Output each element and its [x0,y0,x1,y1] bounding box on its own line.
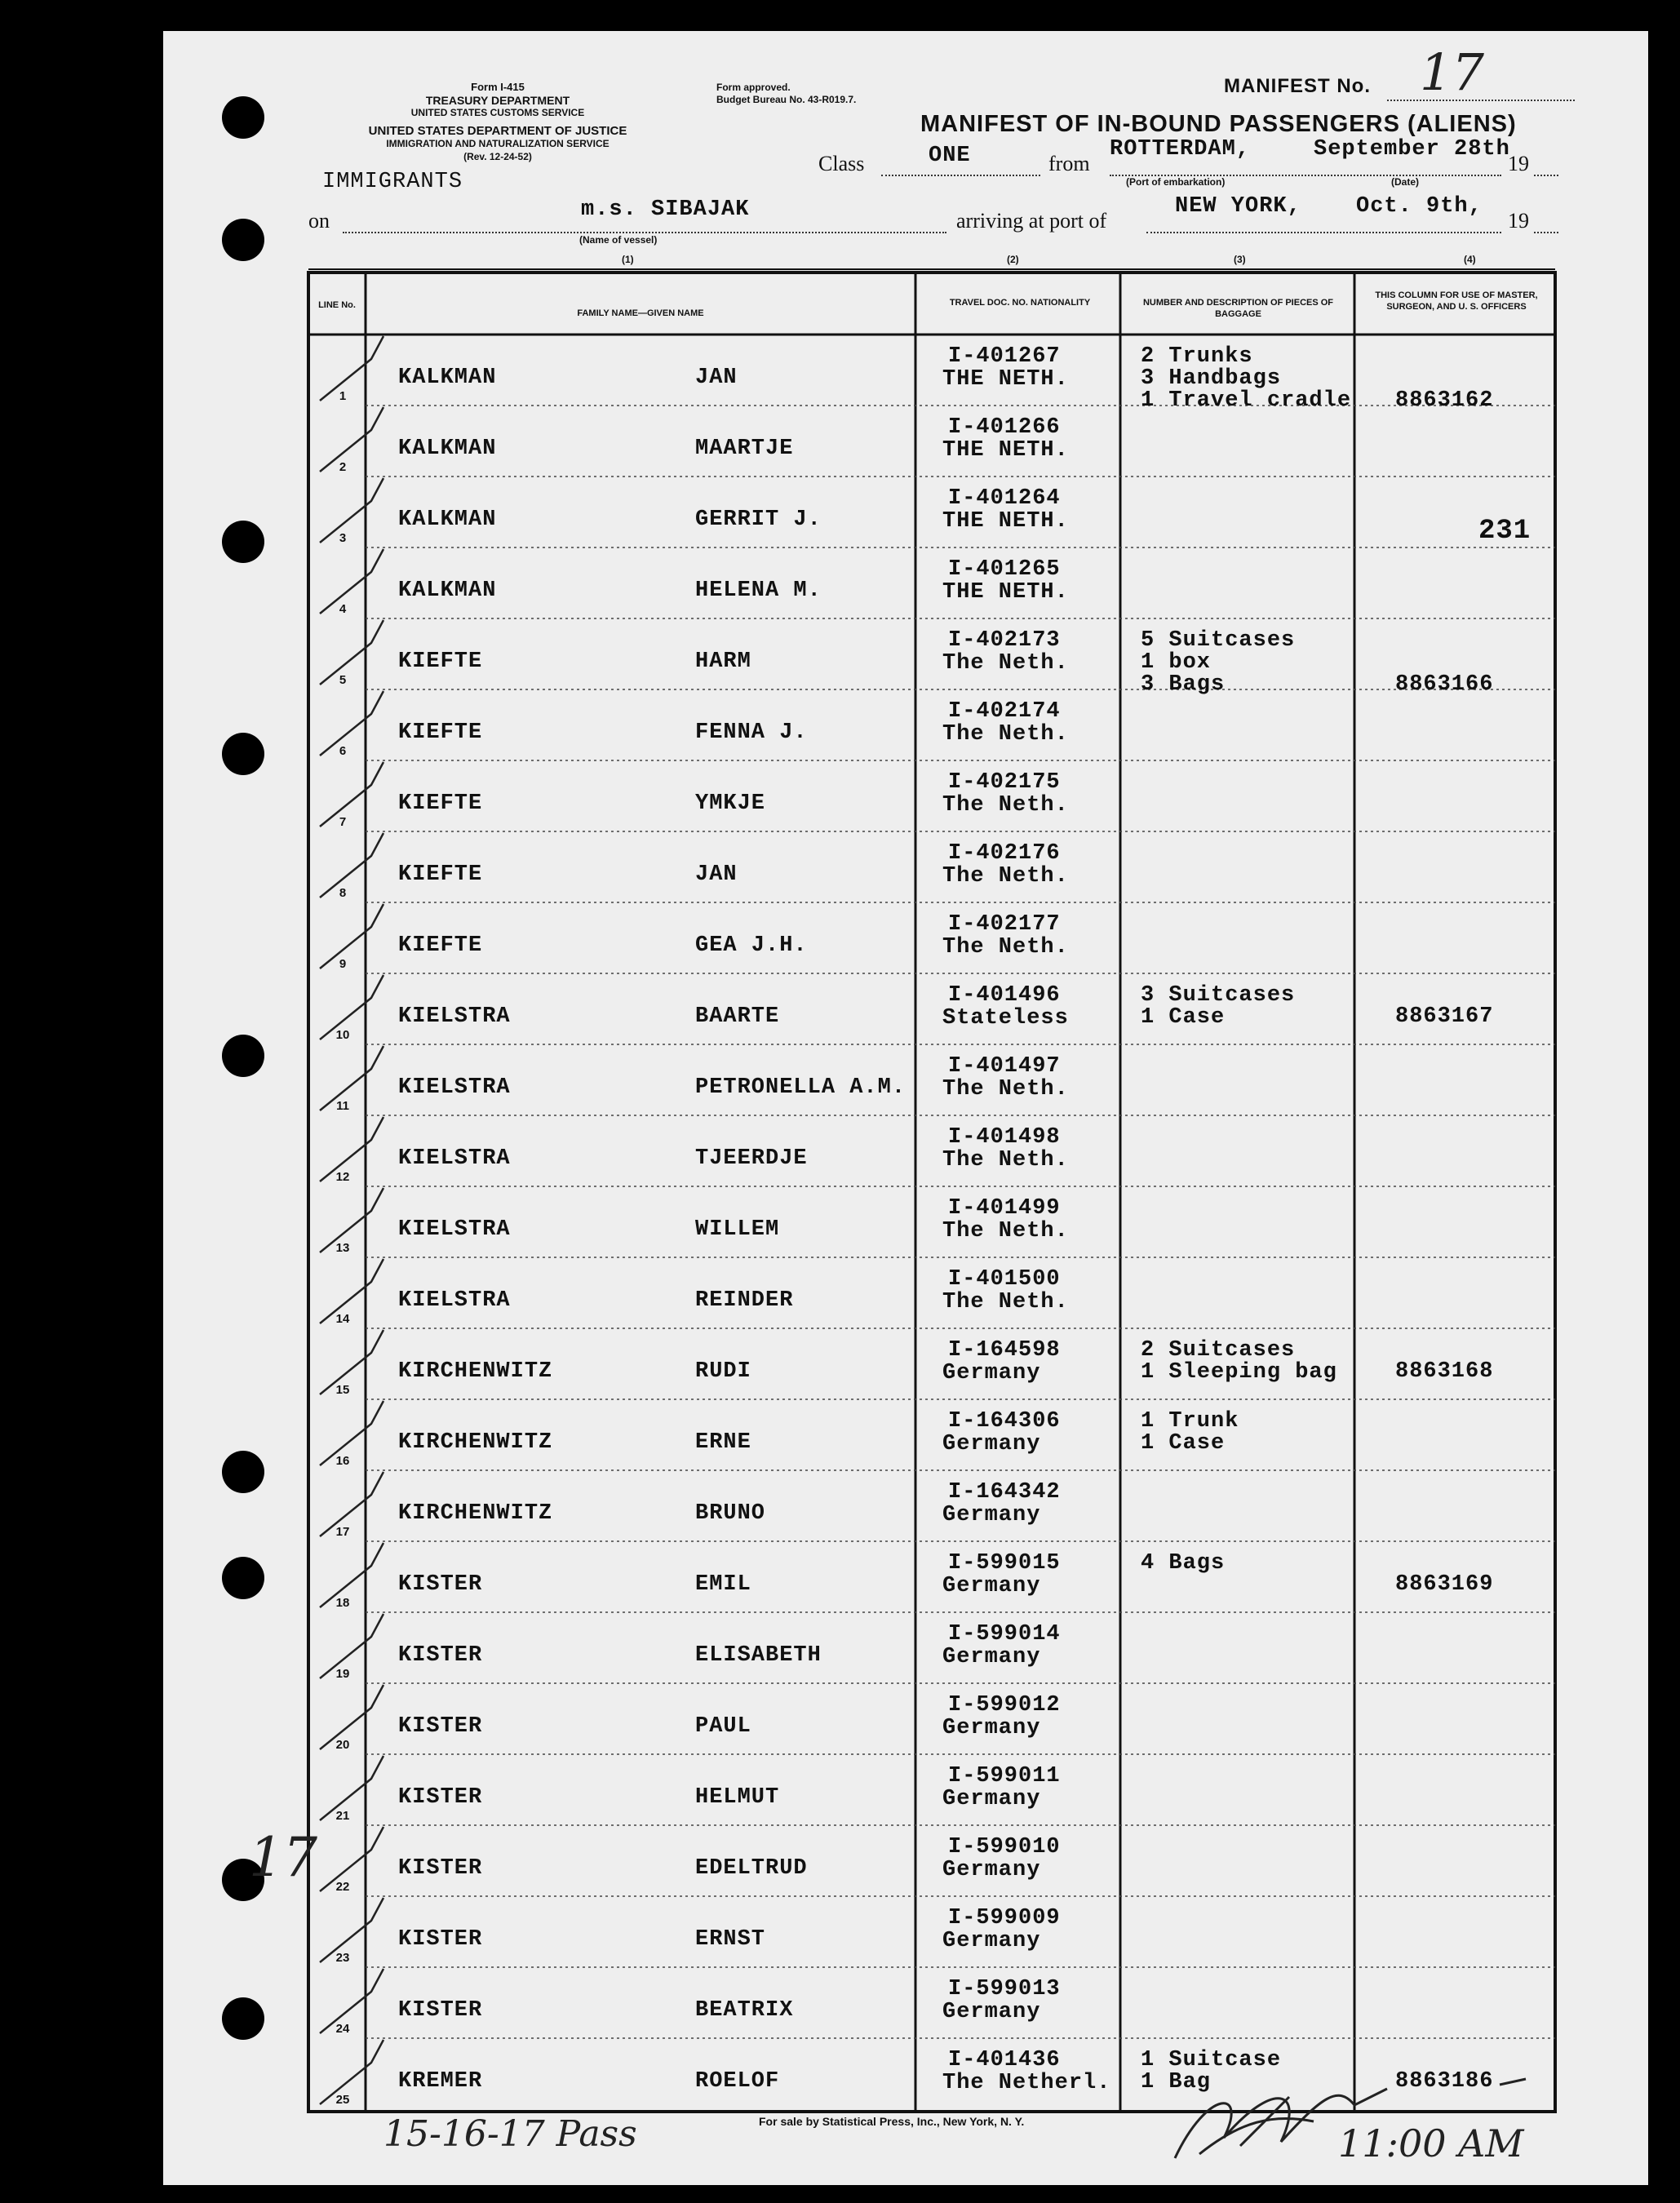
travel-doc-number: I-164342 [948,1480,1061,1505]
travel-doc-number: I-164598 [948,1338,1061,1363]
line-number: 17 [335,1525,350,1539]
printer-imprint: For sale by Statistical Press, Inc., New York, N. Y. [759,2115,1025,2128]
given-name: FENNA J. [695,720,808,745]
travel-doc-number: I-402177 [948,912,1061,937]
form-revision: (Rev. 12-24-52) [463,151,532,162]
family-name: KIELSTRA [398,1146,511,1171]
nationality: Germany [942,1716,1041,1740]
travel-doc-number: I-401267 [948,344,1061,369]
line-number: 18 [335,1596,350,1610]
baggage-item: 1 Bag [1141,2070,1212,2094]
form-approved: Form approved. [716,82,791,93]
nationality: The Neth. [942,1148,1069,1172]
nationality: The Neth. [942,1077,1069,1102]
family-name: KIEFTE [398,720,483,745]
officer-number: 8863168 [1395,1359,1494,1384]
nationality: The Neth. [942,1219,1069,1243]
class-value: ONE [929,144,971,168]
given-name: GERRIT J. [695,508,822,532]
travel-doc-number: I-401497 [948,1054,1061,1079]
baggage-item: 1 Trunk [1141,1409,1239,1434]
port-caption: (Port of embarkation) [1126,176,1226,188]
caption-1: (1) [622,254,634,265]
line-number: 20 [335,1738,350,1752]
travel-doc-number: I-401266 [948,415,1061,440]
line-number: 11 [336,1099,349,1113]
bottom-note: 15-16-17 Pass [383,2113,637,2155]
line-number: 25 [335,2093,350,2107]
officer-number: 8863162 [1395,388,1494,413]
family-name: KIRCHENWITZ [398,1359,553,1384]
line-number: 21 [335,1809,350,1823]
line-number: 15 [335,1383,350,1397]
arriving-label: arriving at port of [956,209,1107,233]
travel-doc-number: I-402175 [948,770,1061,795]
nationality: THE NETH. [942,509,1069,534]
travel-doc-number: I-599011 [948,1764,1061,1789]
line-number: 3 [339,531,347,545]
family-name: KISTER [398,1785,483,1810]
line-number: 14 [335,1312,350,1326]
family-name: KIEFTE [398,649,483,674]
nationality: Germany [942,1787,1041,1811]
given-name: JAN [695,862,738,887]
family-name: KISTER [398,1998,483,2023]
line-number: 4 [339,602,347,616]
family-name: KIEFTE [398,933,483,958]
baggage-item: 3 Suitcases [1141,983,1296,1008]
given-name: REINDER [695,1288,794,1313]
baggage-item: 2 Trunks [1141,344,1253,369]
caption-2: (2) [1007,254,1019,265]
line-number: 22 [335,1880,350,1894]
family-name: KIELSTRA [398,1075,511,1100]
line-number: 12 [335,1170,350,1184]
nationality: The Neth. [942,1290,1069,1314]
officer-number: 8863186 [1395,2069,1494,2094]
nationality: Germany [942,1503,1041,1527]
nationality: The Neth. [942,864,1069,889]
given-name: HARM [695,649,751,674]
manifest-title: MANIFEST OF IN-BOUND PASSENGERS (ALIENS) [920,111,1517,137]
baggage-item: 3 Handbags [1141,366,1282,391]
line-number: 1 [339,389,347,403]
given-name: BAARTE [695,1004,780,1029]
year-label: 19 [1508,152,1529,175]
vessel-caption: (Name of vessel) [579,234,658,246]
line-number: 23 [335,1951,350,1965]
travel-doc-number: I-401500 [948,1267,1061,1292]
col-header-officers: THIS COLUMN FOR USE OF MASTER, SURGEON, AND U. S. OFFICERS [1375,290,1538,312]
line-number: 8 [339,886,347,900]
baggage-item: 1 Case [1141,1005,1226,1030]
arrival-date: Oct. 9th, [1356,194,1483,219]
given-name: MAARTJE [695,437,794,461]
baggage-item: 1 Sleeping bag [1141,1360,1337,1385]
department-justice: UNITED STATES DEPARTMENT OF JUSTICE [368,124,627,138]
given-name: PAUL [695,1714,751,1739]
baggage-item: 1 Travel cradle [1141,388,1352,413]
family-name: KALKMAN [398,508,497,532]
col-header-doc: TRAVEL DOC. NO. NATIONALITY [949,298,1091,308]
line-number: 5 [339,673,347,687]
nationality: The Netherl. [942,2071,1111,2095]
travel-doc-number: I-599013 [948,1977,1061,2001]
line-number: 10 [335,1028,350,1042]
officer-number: 8863166 [1395,672,1494,697]
nationality: THE NETH. [942,367,1069,392]
col-header-line: LINE No. [318,300,356,310]
travel-doc-number: I-401498 [948,1125,1061,1150]
family-name: KISTER [398,1572,483,1597]
given-name: TJEERDJE [695,1146,808,1171]
ins-service: IMMIGRATION AND NATURALIZATION SERVICE [386,138,609,149]
travel-doc-number: I-599010 [948,1835,1061,1859]
baggage-item: 4 Bags [1141,1551,1226,1576]
baggage-item: 5 Suitcases [1141,628,1296,653]
travel-doc-number: I-401499 [948,1196,1061,1221]
budget-bureau: Budget Bureau No. 43-R019.7. [716,94,857,105]
line-number: 24 [335,2022,350,2036]
travel-doc-number: I-164306 [948,1409,1061,1434]
travel-doc-number: I-402173 [948,628,1061,653]
given-name: PETRONELLA A.M. [695,1075,906,1100]
travel-doc-number: I-599015 [948,1551,1061,1576]
nationality: Stateless [942,1006,1069,1031]
immigrants-stamp: IMMIGRANTS [322,170,463,194]
vessel-name: m.s. SIBAJAK [581,197,750,222]
baggage-item: 1 Case [1141,1431,1226,1456]
manifest-no-value: 17 [1420,42,1484,102]
department-treasury: TREASURY DEPARTMENT [425,94,570,107]
family-name: KISTER [398,1856,483,1881]
baggage-item: 1 box [1141,650,1212,675]
travel-doc-number: I-401496 [948,983,1061,1008]
travel-doc-number: I-599014 [948,1622,1061,1647]
col-header-name: FAMILY NAME—GIVEN NAME [577,308,704,318]
nationality: Germany [942,1858,1041,1882]
col-header-baggage: NUMBER AND DESCRIPTION OF PIECES OF BAGGAGE [1142,298,1334,319]
travel-doc-number: I-402176 [948,841,1061,866]
officer-number: 8863169 [1395,1572,1494,1597]
given-name: EMIL [695,1572,751,1597]
given-name: BRUNO [695,1501,766,1526]
family-name: KISTER [398,1927,483,1952]
nationality: Germany [942,1432,1041,1456]
given-name: EDELTRUD [695,1856,808,1881]
line-number: 7 [339,815,347,829]
from-label: from [1048,152,1090,175]
family-name: KIEFTE [398,791,483,816]
caption-4: (4) [1464,254,1476,265]
nationality: Germany [942,2000,1041,2024]
family-name: KIEFTE [398,862,483,887]
baggage-item: 3 Bags [1141,672,1226,697]
family-name: KALKMAN [398,366,497,390]
given-name: JAN [695,366,738,390]
caption-3: (3) [1234,254,1246,265]
given-name: ERNST [695,1927,766,1952]
officer-number: 8863167 [1395,1004,1494,1029]
line-number: 2 [339,460,347,474]
nationality: The Neth. [942,722,1069,747]
travel-doc-number: I-401436 [948,2048,1061,2072]
nationality: The Neth. [942,651,1069,676]
travel-doc-number: I-599009 [948,1906,1061,1930]
class-label: Class [818,152,865,175]
travel-doc-number: I-401264 [948,486,1061,511]
given-name: RUDI [695,1359,751,1384]
family-name: KIRCHENWITZ [398,1430,553,1455]
given-name: HELMUT [695,1785,780,1810]
nationality: Germany [942,1645,1041,1669]
family-name: KIELSTRA [398,1004,511,1029]
family-name: KALKMAN [398,437,497,461]
family-name: KIELSTRA [398,1217,511,1242]
line-number: 13 [335,1241,350,1255]
family-name: KALKMAN [398,578,497,603]
line-number: 16 [335,1454,350,1468]
form-number: Form I-415 [471,81,525,93]
nationality: The Neth. [942,935,1069,960]
given-name: ROELOF [695,2069,780,2094]
port-of-embarkation: ROTTERDAM, [1110,137,1251,162]
given-name: WILLEM [695,1217,780,1242]
family-name: KREMER [398,2069,483,2094]
given-name: ELISABETH [695,1643,822,1668]
travel-doc-number: I-402174 [948,699,1061,724]
family-name: KIRCHENWITZ [398,1501,553,1526]
margin-number: 17 [249,1826,317,1889]
nationality: The Neth. [942,793,1069,818]
nationality: Germany [942,1361,1041,1385]
family-name: KISTER [398,1714,483,1739]
family-name: KIELSTRA [398,1288,511,1313]
given-name: ERNE [695,1430,751,1455]
manifest-no-label: MANIFEST No. [1224,75,1371,97]
count-note: 231 [1478,516,1532,547]
customs-service: UNITED STATES CUSTOMS SERVICE [410,107,585,118]
given-name: BEATRIX [695,1998,794,2023]
baggage-item: 2 Suitcases [1141,1338,1296,1363]
given-name: GEA J.H. [695,933,808,958]
on-label: on [308,209,330,233]
nationality: THE NETH. [942,580,1069,605]
arrival-port: NEW YORK, [1175,194,1301,219]
date-caption: (Date) [1391,176,1420,188]
given-name: HELENA M. [695,578,822,603]
line-number: 19 [335,1667,350,1681]
line-number: 9 [339,957,347,971]
baggage-item: 1 Suitcase [1141,2048,1282,2072]
line-number: 6 [339,744,347,758]
given-name: YMKJE [695,791,766,816]
year-label-2: 19 [1508,209,1529,233]
travel-doc-number: I-599012 [948,1693,1061,1718]
travel-doc-number: I-401265 [948,557,1061,582]
family-name: KISTER [398,1643,483,1668]
nationality: Germany [942,1929,1041,1953]
time-note: 11:00 AM [1338,2121,1524,2165]
nationality: Germany [942,1574,1041,1598]
nationality: THE NETH. [942,438,1069,463]
date-of-embarkation: September 28th [1314,137,1510,162]
